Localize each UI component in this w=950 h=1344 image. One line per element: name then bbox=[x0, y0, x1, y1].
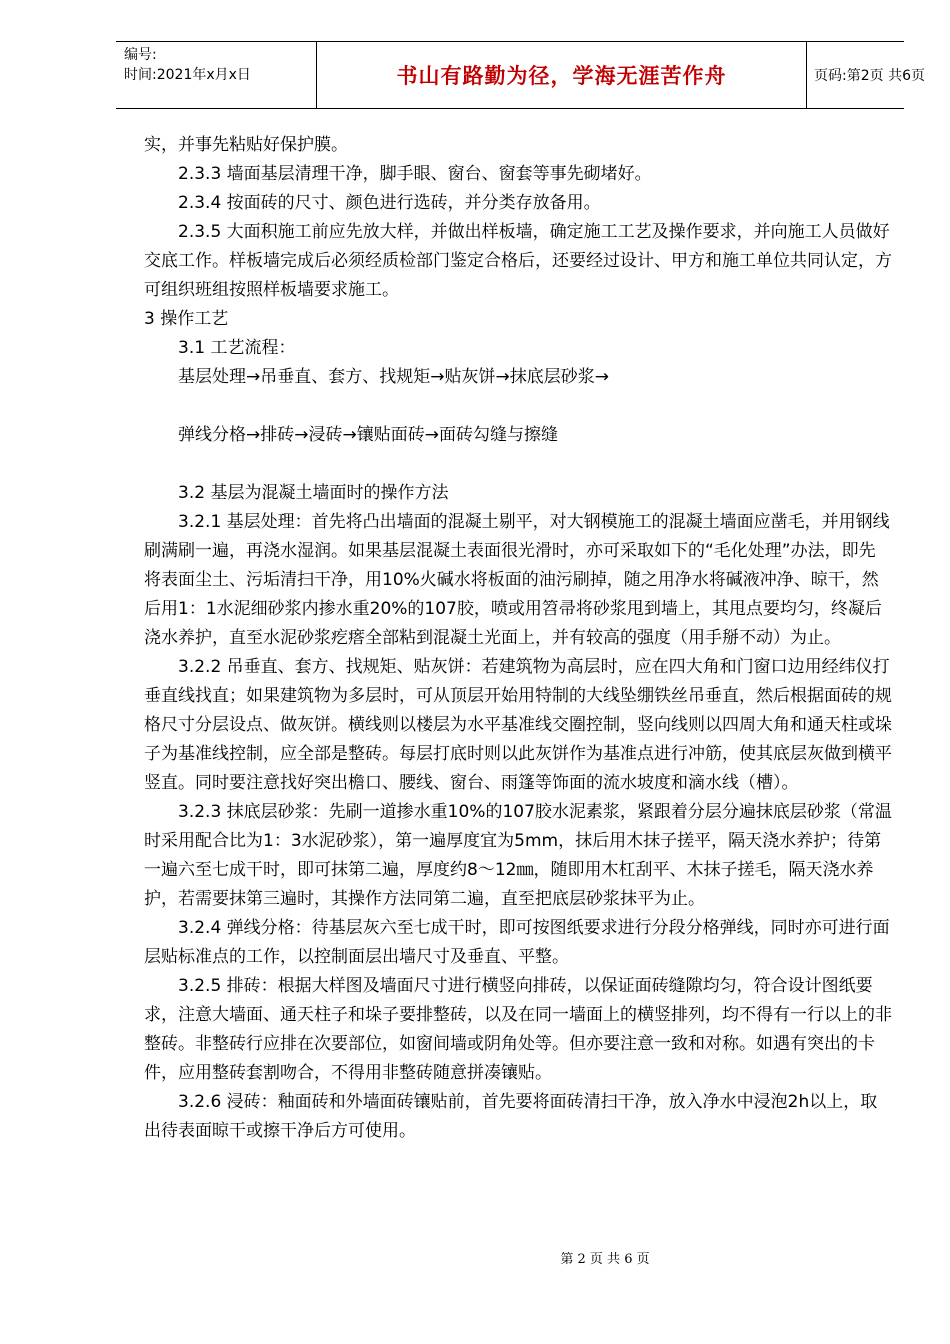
paragraph: 2.3.3 墙面基层清理干净，脚手眼、窗台、窗套等事先砌堵好。 bbox=[178, 164, 652, 184]
page-code: 页码:第2页 共6页 bbox=[814, 68, 925, 84]
paragraph: 实，并事先粘贴好保护膜。 bbox=[144, 135, 348, 155]
section-heading: 3 操作工艺 bbox=[144, 309, 229, 329]
process-flow-line: 基层处理→吊垂直、套方、找规矩→贴灰饼→抹底层砂浆→ bbox=[178, 367, 609, 387]
process-flow-line: 弹线分格→排砖→浸砖→镶贴面砖→面砖勾缝与擦缝 bbox=[178, 425, 558, 445]
header-motto-cell bbox=[316, 42, 807, 108]
footer-page-number: 第 2 页 共 6 页 bbox=[560, 1252, 650, 1267]
subsection-heading: 3.2 基层为混凝土墙面时的操作方法 bbox=[178, 483, 449, 503]
paragraph: 3.2.2 吊垂直、套方、找规矩、贴灰饼：若建筑物为高层时，应在四大角和门窗口边用经纬仪打垂直线找直；如果建筑物为多层时，可从顶层开始用特制的大线坠绷铁丝吊垂直，然后根据面砖的规格尺寸分层设点、做灰饼。横线则以楼层为水平基准线交圈控制，竖向线则以四周大角和通天柱或垛子为基准线控制，应全部是整砖。每层打底时则以此灰饼作为基准点进行冲筋，使其底层灰做到横平竖直。同时要注意找好突出檐口、腰线、窗台、雨篷等饰面的流水坡度和滴水线（槽）。 bbox=[144, 657, 892, 793]
motto: 书山有路勤为径，学海无涯苦作舟 bbox=[396, 63, 727, 88]
spacer bbox=[144, 392, 892, 421]
paragraph: 3.2.4 弹线分格：待基层灰六至七成干时，即可按图纸要求进行分段分格弹线，同时亦可进行面层贴标准点的工作，以控制面层出墙尺寸及垂直、平整。 bbox=[144, 918, 890, 967]
paragraph: 3.2.5 排砖：根据大样图及墙面尺寸进行横竖向排砖，以保证面砖缝隙均匀，符合设计图纸要求，注意大墙面、通天柱子和垛子要排整砖，以及在同一墙面上的横竖排列，均不得有一行以上的非整砖。非整砖行应排在次要部位，如窗间墙或阴角处等。但亦要注意一致和对称。如遇有突出的卡件，应用整砖套割吻合，不得用非整砖随意拼凑镶贴。 bbox=[144, 976, 892, 1083]
page-header bbox=[116, 41, 925, 109]
document-body bbox=[144, 131, 892, 1146]
time-label: 时间:2021年x月x日 bbox=[124, 67, 251, 83]
header-meta bbox=[116, 42, 316, 108]
paragraph: 3.2.1 基层处理：首先将凸出墙面的混凝土剔平，对大钢模施工的混凝土墙面应凿毛，并用钢线刷满刷一遍，再浇水湿润。如果基层混凝土表面很光滑时，亦可采取如下的“毛化处理”办法，即先将表面尘土、污垢清扫干净，用10%火碱水将板面的油污刷掉，随之用净水将碱液冲净、晾干，然后用1：1水泥细砂浆内掺水重20%的107胶，喷或用笤帚将砂浆甩到墙上，其甩点要均匀，终凝后浇水养护，直至水泥砂浆疙瘩全部粘到混凝土光面上，并有较高的强度（用手掰不动）为止。 bbox=[144, 512, 890, 648]
page-footer bbox=[0, 1248, 950, 1267]
spacer bbox=[144, 450, 892, 479]
paragraph: 3.2.3 抹底层砂浆：先刷一道掺水重10%的107胶水泥素浆，紧跟着分层分遍抹底层砂浆（常温时采用配合比为1：3水泥砂浆），第一遍厚度宜为5mm，抹后用木抹子搓平，隔天浇水养护；待第一遍六至七成干时，即可抹第二遍，厚度约8～12㎜，随即用木杠刮平、木抹子搓毛，隔天浇水养护，若需要抹第三遍时，其操作方法同第二遍，直至把底层砂浆抹平为止。 bbox=[144, 802, 892, 909]
number-label: 编号: bbox=[124, 47, 157, 63]
paragraph: 2.3.5 大面积施工前应先放大样，并做出样板墙，确定施工工艺及操作要求，并向施工人员做好交底工作。样板墙完成后必须经质检部门鉴定合格后，还要经过设计、甲方和施工单位共同认定，方可组织班组按照样板墙要求施工。 bbox=[144, 222, 892, 300]
subsection-heading: 3.1 工艺流程： bbox=[178, 338, 296, 358]
paragraph: 2.3.4 按面砖的尺寸、颜色进行选砖，并分类存放备用。 bbox=[178, 193, 601, 213]
header-page-cell bbox=[806, 42, 925, 108]
paragraph: 3.2.6 浸砖：釉面砖和外墙面砖镶贴前，首先要将面砖清扫干净，放入净水中浸泡2h以上，取出待表面晾干或擦干净后方可使用。 bbox=[144, 1092, 878, 1141]
